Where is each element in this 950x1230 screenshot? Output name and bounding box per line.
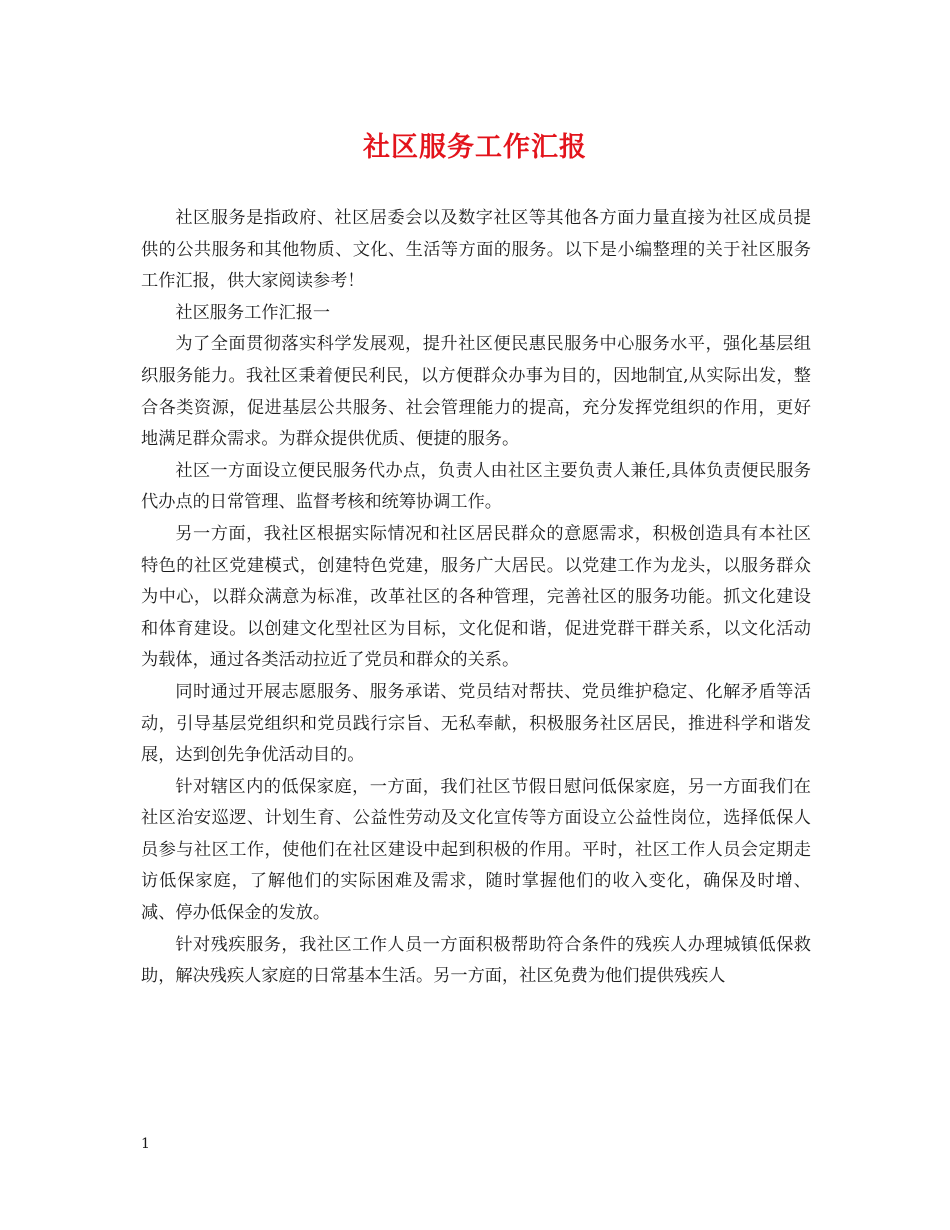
page-number: 1 (141, 1136, 150, 1152)
paragraph: 针对残疾服务，我社区工作人员一方面积极帮助符合条件的残疾人办理城镇低保救助，解决残疾人家庭的日常基本生活。另一方面，社区免费为他们提供残疾人 (141, 934, 811, 987)
paragraph: 同时通过开展志愿服务、服务承诺、党员结对帮扶、党员维护稳定、化解矛盾等活动，引导基层党组织和党员践行宗旨、无私奉献，积极服务社区居民，推进科学和谐发展，达到创先争优活动目的。 (141, 681, 811, 766)
document-title: 社区服务工作汇报 (363, 132, 587, 163)
paragraph: 针对辖区内的低保家庭，一方面，我们社区节假日慰问低保家庭，另一方面我们在社区治安巡逻、计划生育、公益性劳动及文化宣传等方面设立公益性岗位，选择低保人员参与社区工作，使他们在社区建设中起到积极的作用。平时，社区工作人员会定期走访低保家庭，了解他们的实际困难及需求，随时掌握他们的收入变化，确保及时增、减、停办低保金的发放。 (141, 776, 811, 924)
paragraph-intro: 社区服务是指政府、社区居委会以及数字社区等其他各方面力量直接为社区成员提供的公共服务和其他物质、文化、生活等方面的服务。以下是小编整理的关于社区服务工作汇报，供大家阅读参考！ (141, 208, 811, 292)
section-heading: 社区服务工作汇报一 (175, 302, 331, 323)
paragraph: 为了全面贯彻落实科学发展观，提升社区便民惠民服务中心服务水平，强化基层组织服务能力。我社区秉着便民利民，以方便群众办事为目的，因地制宜,从实际出发，整合各类资源，促进基层公共服务、社会管理能力的提高，充分发挥党组织的作用，更好地满足群众需求。为群众提供优质、便捷的服务。 (141, 334, 811, 450)
paragraph: 社区一方面设立便民服务代办点，负责人由社区主要负责人兼任,具体负责便民服务代办点的日常管理、监督考核和统筹协调工作。 (141, 460, 811, 513)
paragraph: 另一方面，我社区根据实际情况和社区居民群众的意愿需求，积极创造具有本社区特色的社区党建模式，创建特色党建，服务广大居民。以党建工作为龙头，以服务群众为中心，以群众满意为标准，改革社区的各种管理，完善社区的服务功能。抓文化建设和体育建设。以创建文化型社区为目标，文化促和谐，促进党群干群关系，以文化活动为载体，通过各类活动拉近了党员和群众的关系。 (141, 523, 811, 671)
document-body (141, 203, 811, 993)
